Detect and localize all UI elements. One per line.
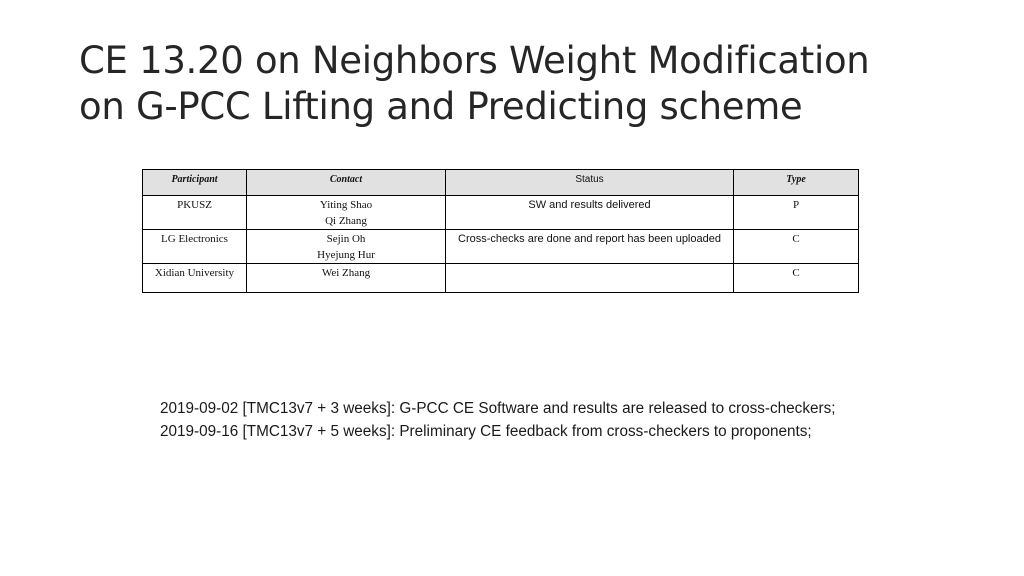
- cell-status: SW and results delivered: [446, 196, 734, 230]
- cell-contact: [247, 196, 446, 230]
- header-type: Type: [734, 170, 859, 196]
- header-status: Status: [446, 170, 734, 196]
- header-contact: Contact: [247, 170, 446, 196]
- table-row: [143, 230, 859, 264]
- contact-name: Qi Zhang: [325, 215, 367, 227]
- table-header-row: [143, 170, 859, 196]
- cell-status: Cross-checks are done and report has been uploaded: [446, 230, 734, 264]
- cell-status: [446, 264, 734, 293]
- contact-name: Yiting Shao: [319, 199, 373, 211]
- table-row: [143, 196, 859, 230]
- timeline-notes: [160, 397, 1000, 443]
- cell-participant: Xidian University: [143, 264, 247, 293]
- slide-title-line-1: CE 13.20 on Neighbors Weight Modification: [79, 39, 870, 82]
- cell-contact: [247, 264, 446, 293]
- cell-type: P: [734, 196, 859, 230]
- ce-participants-table: [142, 169, 859, 293]
- contact-name: Sejin Oh: [326, 233, 366, 245]
- timeline-note: 2019-09-16 [TMC13v7 + 5 weeks]: Preliminary CE feedback from cross-checkers to proponents;: [160, 423, 812, 440]
- cell-participant: PKUSZ: [143, 196, 247, 230]
- table-row: [143, 264, 859, 293]
- contact-name: Wei Zhang: [321, 267, 371, 279]
- cell-participant: LG Electronics: [143, 230, 247, 264]
- contact-name: Hyejung Hur: [317, 249, 375, 261]
- cell-type: C: [734, 264, 859, 293]
- cell-type: C: [734, 230, 859, 264]
- slide-title: [79, 38, 979, 130]
- timeline-note: 2019-09-02 [TMC13v7 + 3 weeks]: G-PCC CE Software and results are released to cross-checkers;: [160, 400, 836, 417]
- cell-contact: [247, 230, 446, 264]
- slide-title-line-2: on G-PCC Lifting and Predicting scheme: [79, 85, 803, 128]
- header-participant: Participant: [143, 170, 247, 196]
